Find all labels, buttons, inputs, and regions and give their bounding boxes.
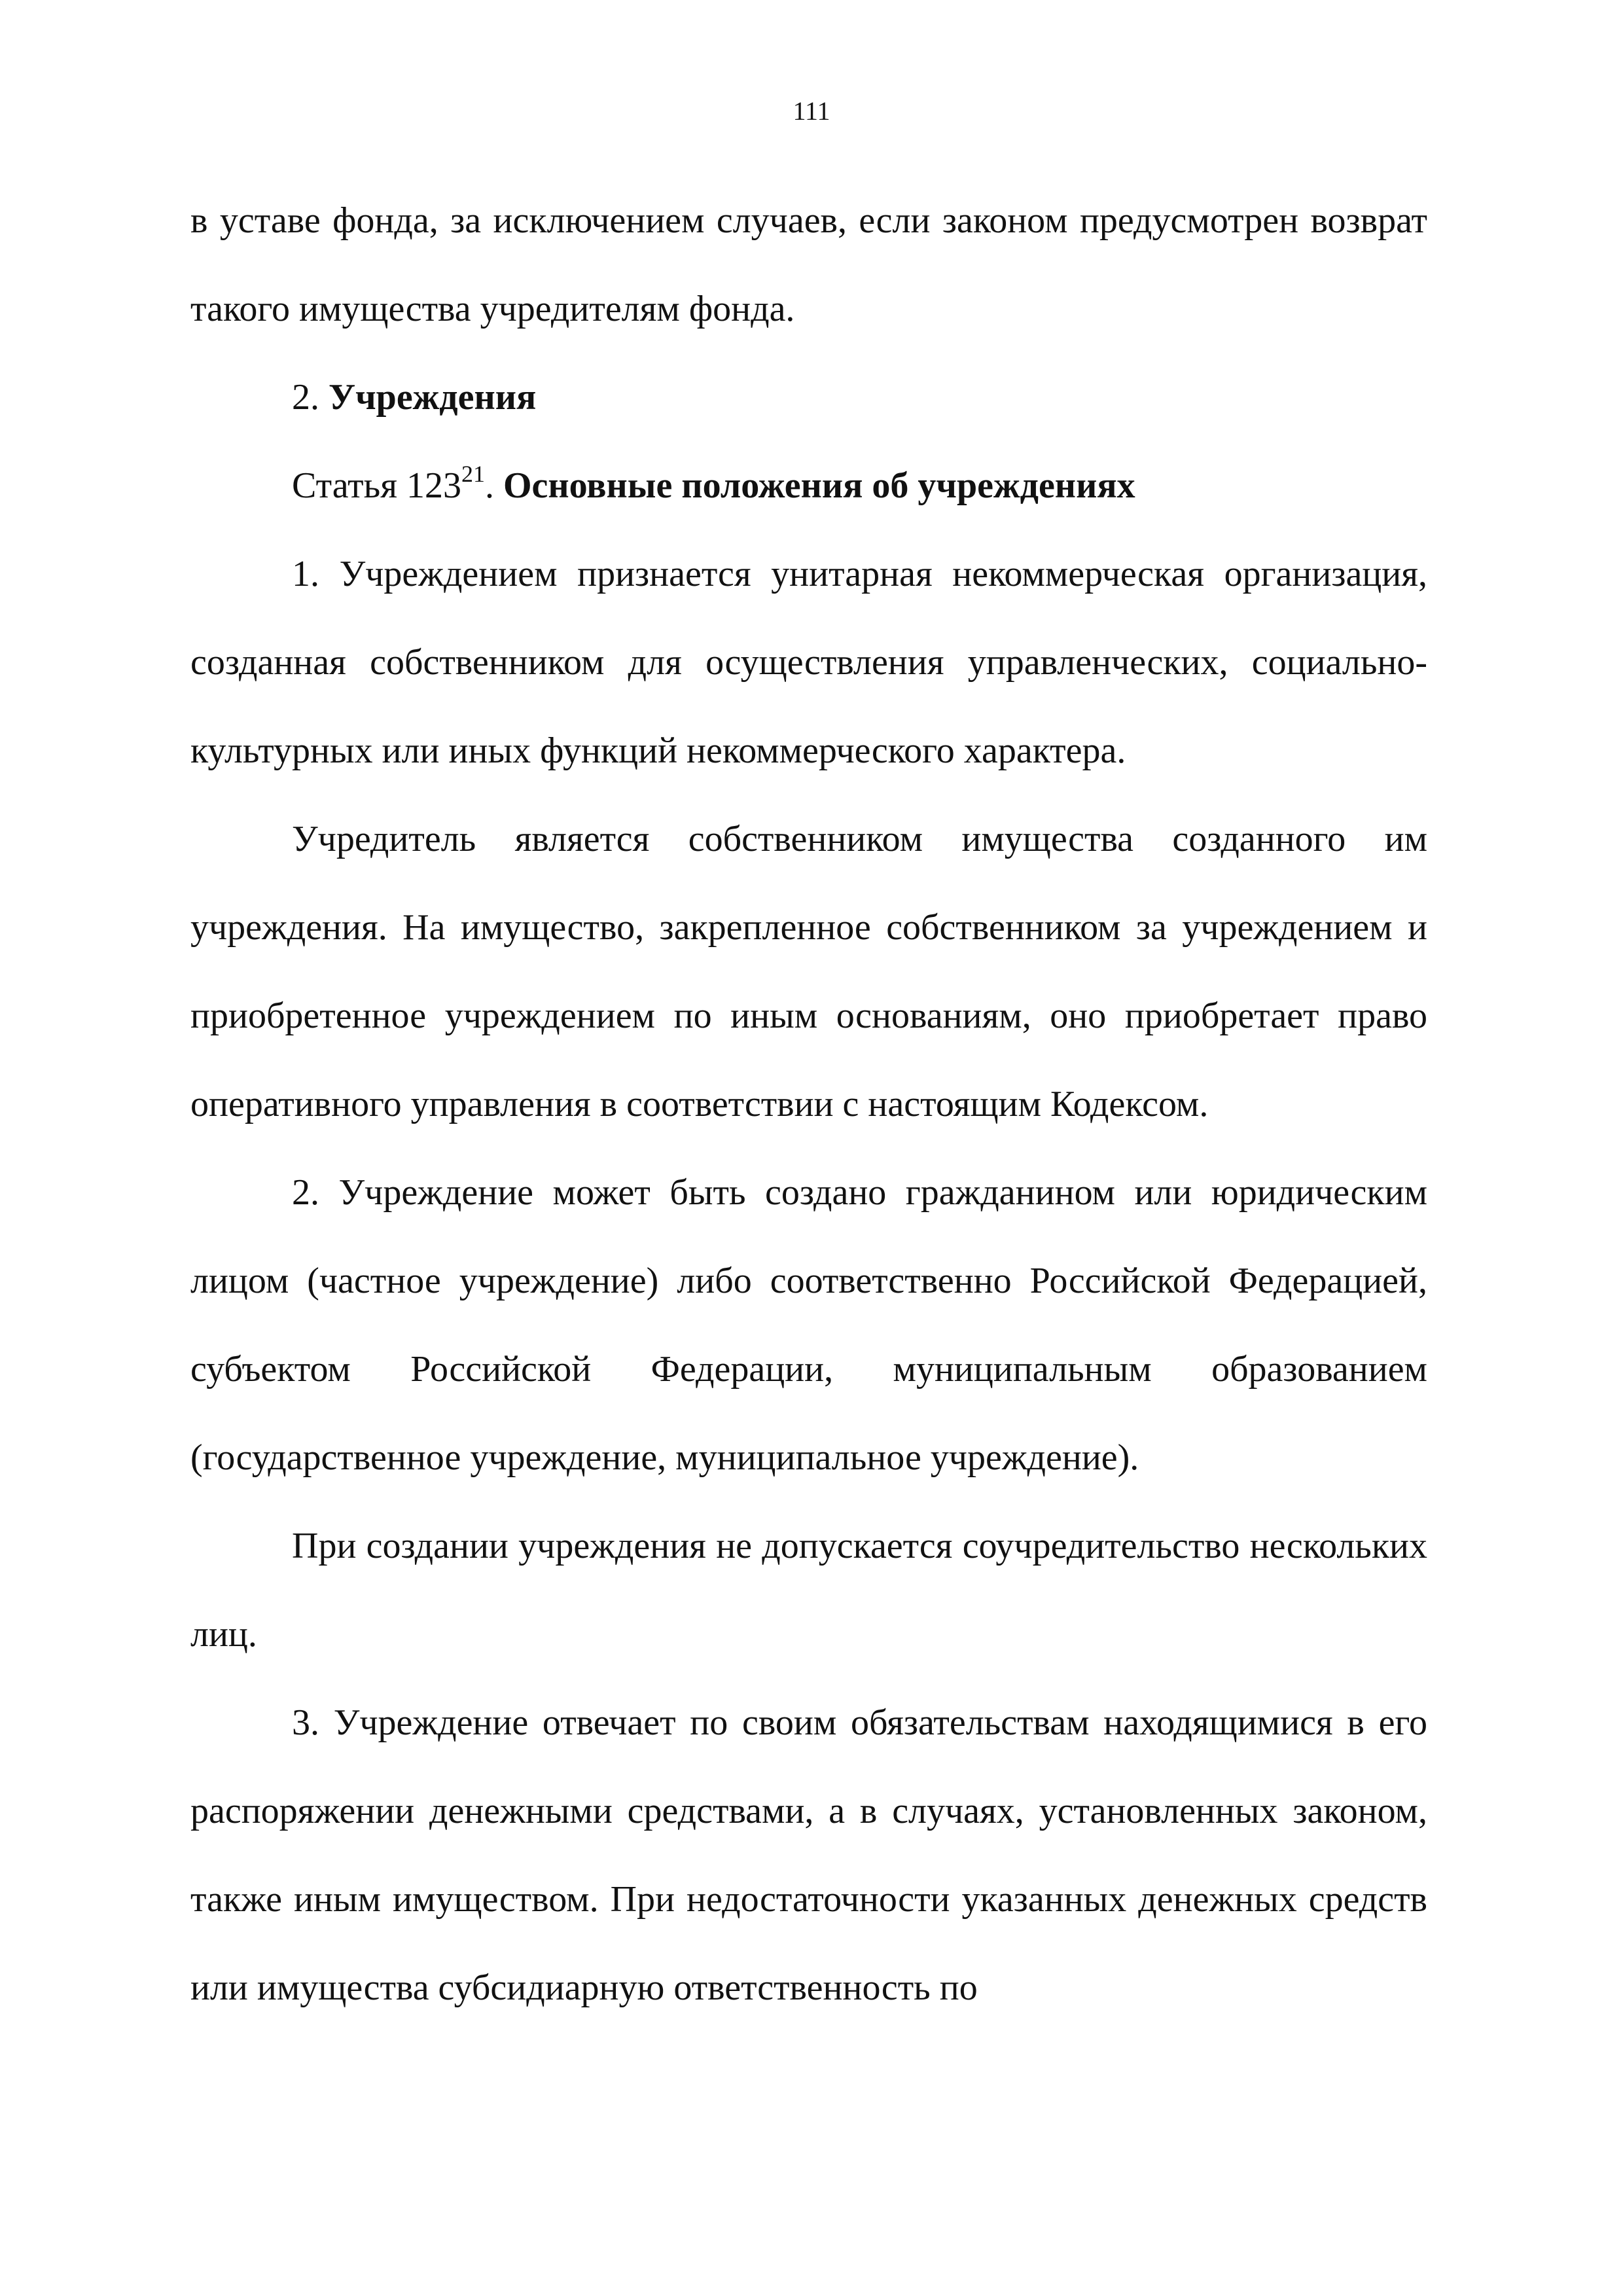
article-heading xyxy=(190,442,1427,530)
paragraph-definition: 1. Учреждением признается унитарная некоммерческая организация, созданная собственником для осуществления управленческих, социально-культурных или иных функций некоммерческого характера. xyxy=(190,554,1427,771)
section-title: Учреждения xyxy=(329,377,537,418)
article-prefix: Статья 123 xyxy=(292,465,461,506)
document-body xyxy=(190,177,1427,2032)
section-number: 2. xyxy=(292,377,329,418)
article-superscript: 21 xyxy=(461,461,485,488)
article-title: Основные положения об учреждениях xyxy=(503,465,1135,506)
section-heading xyxy=(190,353,1427,442)
paragraph-cofounding: При создании учреждения не допускается соучредительство нескольких лиц. xyxy=(190,1526,1427,1655)
paragraph-liability: 3. Учреждение отвечает по своим обязательствам находящимися в его распоряжении денежными средствами, а в случаях, установленных законом, также иным имуществом. При недостаточности указанных денежных средств или имущества субсидиарную ответственность по xyxy=(190,1702,1427,2008)
article-dot: . xyxy=(484,465,503,506)
paragraph-creation: 2. Учреждение может быть создано гражданином или юридическим лицом (частное учреждение) либо соответственно Российской Федерацией, субъектом Российской Федерации, муниципальным образованием (государственное учреждение, муниципальное учреждение). xyxy=(190,1172,1427,1478)
paragraph-fund-charter: в уставе фонда, за исключением случаев, если законом предусмотрен возврат такого имущества учредителям фонда. xyxy=(190,200,1427,329)
paragraph-founder-property: Учредитель является собственником имущества созданного им учреждения. На имущество, закрепленное собственником за учреждением и приобретенное учреждением по иным основаниям, оно приобретает право оперативного управления в соответствии с настоящим Кодексом. xyxy=(190,819,1427,1124)
page-number: 111 xyxy=(793,96,830,126)
